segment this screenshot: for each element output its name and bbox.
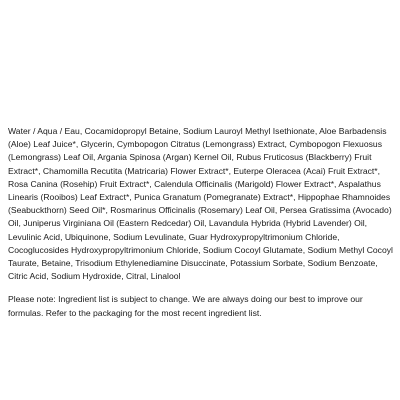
ingredients-section — [8, 125, 394, 320]
ingredient-disclaimer: Please note: Ingredient list is subject to change. We are always doing our best to improve our formulas. Refer to the packaging for the most recent ingredient list. — [8, 294, 363, 318]
ingredient-list: Water / Aqua / Eau, Cocamidopropyl Betaine, Sodium Lauroyl Methyl Isethionate, Aloe Barbadensis (Aloe) Leaf Juice*, Glycerin, Cymbopogon Citratus (Lemongrass) Extract, Cymbopogon Flexuosus (Lemongrass) Leaf Oil, Argania Spinosa (Argan) Kernel Oil, Rubus Fruticosus (Blackberry) Fruit Extract*, Chamomilla Recutita (Matricaria) Flower Extract*, Euterpe Oleracea (Acai) Fruit Extract*, Rosa Canina (Rosehip) Fruit Extract*, Calendula Officinalis (Marigold) Flower Extract*, Aspalathus Linearis (Rooibos) Leaf Extract*, Punica Granatum (Pomegranate) Extract*, Hippophae Rhamnoides (Seabuckthorn) Seed Oil*, Rosmarinus Officinalis (Rosemary) Leaf Oil, Persea Gratissima (Avocado) Oil, Juniperus Virginiana Oil (Eastern Redcedar) Oil, Lavandula Hybrida (Hybrid Lavender) Oil, Levulinic Acid, Ubiquinone, Sodium Levulinate, Guar Hydroxypropyltrimonium Chloride, Cocoglucosides Hydroxypropyltrimonium Chloride, Sodium Cocoyl Glutamate, Sodium Methyl Cocoyl Taurate, Betaine, Trisodium Ethylenediamine Disuccinate, Potassium Sorbate, Sodium Benzoate, Citric Acid, Sodium Hydroxide, Citral, Linalool — [8, 126, 393, 282]
